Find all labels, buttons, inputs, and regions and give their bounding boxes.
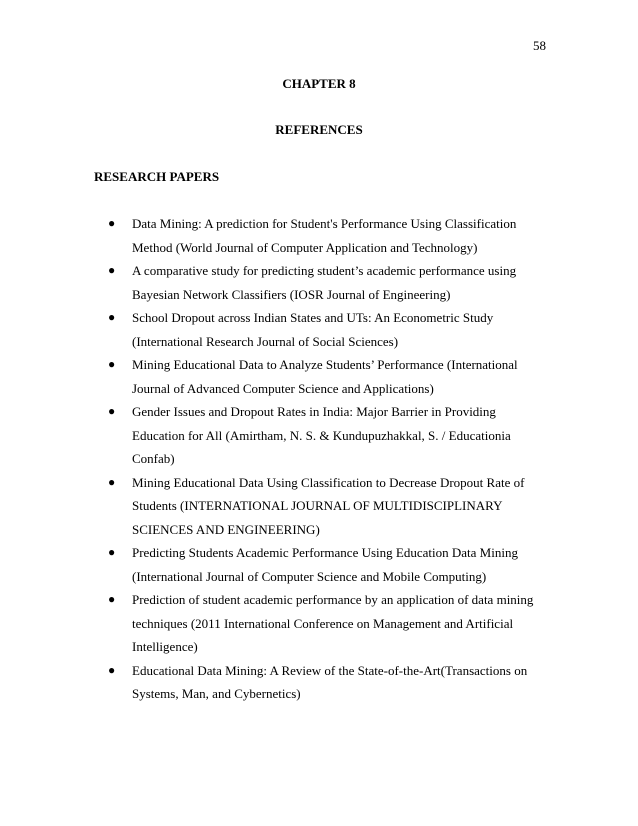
- reference-list: [108, 212, 548, 706]
- reference-text: Prediction of student academic performance by an application of data mining techniques (2011 International Conference on Management and Artificial Intelligence): [132, 592, 534, 654]
- reference-item: [108, 471, 548, 542]
- bullet-icon: ●: [108, 357, 116, 371]
- bullet-icon: ●: [108, 216, 116, 230]
- reference-item: [108, 212, 548, 259]
- bullet-icon: ●: [108, 592, 116, 606]
- reference-text: Mining Educational Data Using Classification to Decrease Dropout Rate of Students (INTERNATIONAL JOURNAL OF MULTIDISCIPLINARY SCIENCES AND ENGINEERING): [132, 474, 525, 537]
- bullet-icon: ●: [108, 263, 116, 277]
- reference-item: [108, 659, 548, 706]
- reference-item: [108, 400, 548, 471]
- bullet-icon: ●: [108, 404, 116, 418]
- chapter-title: CHAPTER 8: [282, 76, 356, 91]
- page-number: 58: [533, 38, 546, 53]
- reference-item: [108, 541, 548, 588]
- reference-text: Mining Educational Data to Analyze Students’ Performance (International Journal of Advanced Computer Science and Applications): [132, 357, 518, 396]
- reference-item: [108, 259, 548, 306]
- reference-text: Gender Issues and Dropout Rates in India: Major Barrier in Providing Education for All (Amirtham, N. S. & Kundupuzhakkal, S. / Educationia Confab): [132, 404, 511, 466]
- reference-item: [108, 353, 548, 400]
- reference-text: School Dropout across Indian States and UTs: An Econometric Study (International Research Journal of Social Sciences): [132, 310, 494, 349]
- reference-item: [108, 306, 548, 353]
- reference-text: Data Mining: A prediction for Student's Performance Using Classification Method (World Journal of Computer Application and Technology): [132, 216, 517, 255]
- reference-text: Predicting Students Academic Performance Using Education Data Mining (International Journal of Computer Science and Mobile Computing): [132, 545, 518, 584]
- references-title: REFERENCES: [275, 122, 363, 137]
- section-heading: RESEARCH PAPERS: [94, 169, 220, 184]
- bullet-icon: ●: [108, 545, 116, 559]
- reference-text: Educational Data Mining: A Review of the State-of-the-Art(Transactions on Systems, Man, and Cybernetics): [132, 662, 528, 701]
- bullet-icon: ●: [108, 662, 116, 677]
- bullet-icon: ●: [108, 310, 116, 324]
- bullet-icon: ●: [108, 474, 116, 489]
- reference-text: A comparative study for predicting student’s academic performance using Bayesian Network Classifiers (IOSR Journal of Engineering): [132, 263, 517, 302]
- reference-item: [108, 588, 548, 659]
